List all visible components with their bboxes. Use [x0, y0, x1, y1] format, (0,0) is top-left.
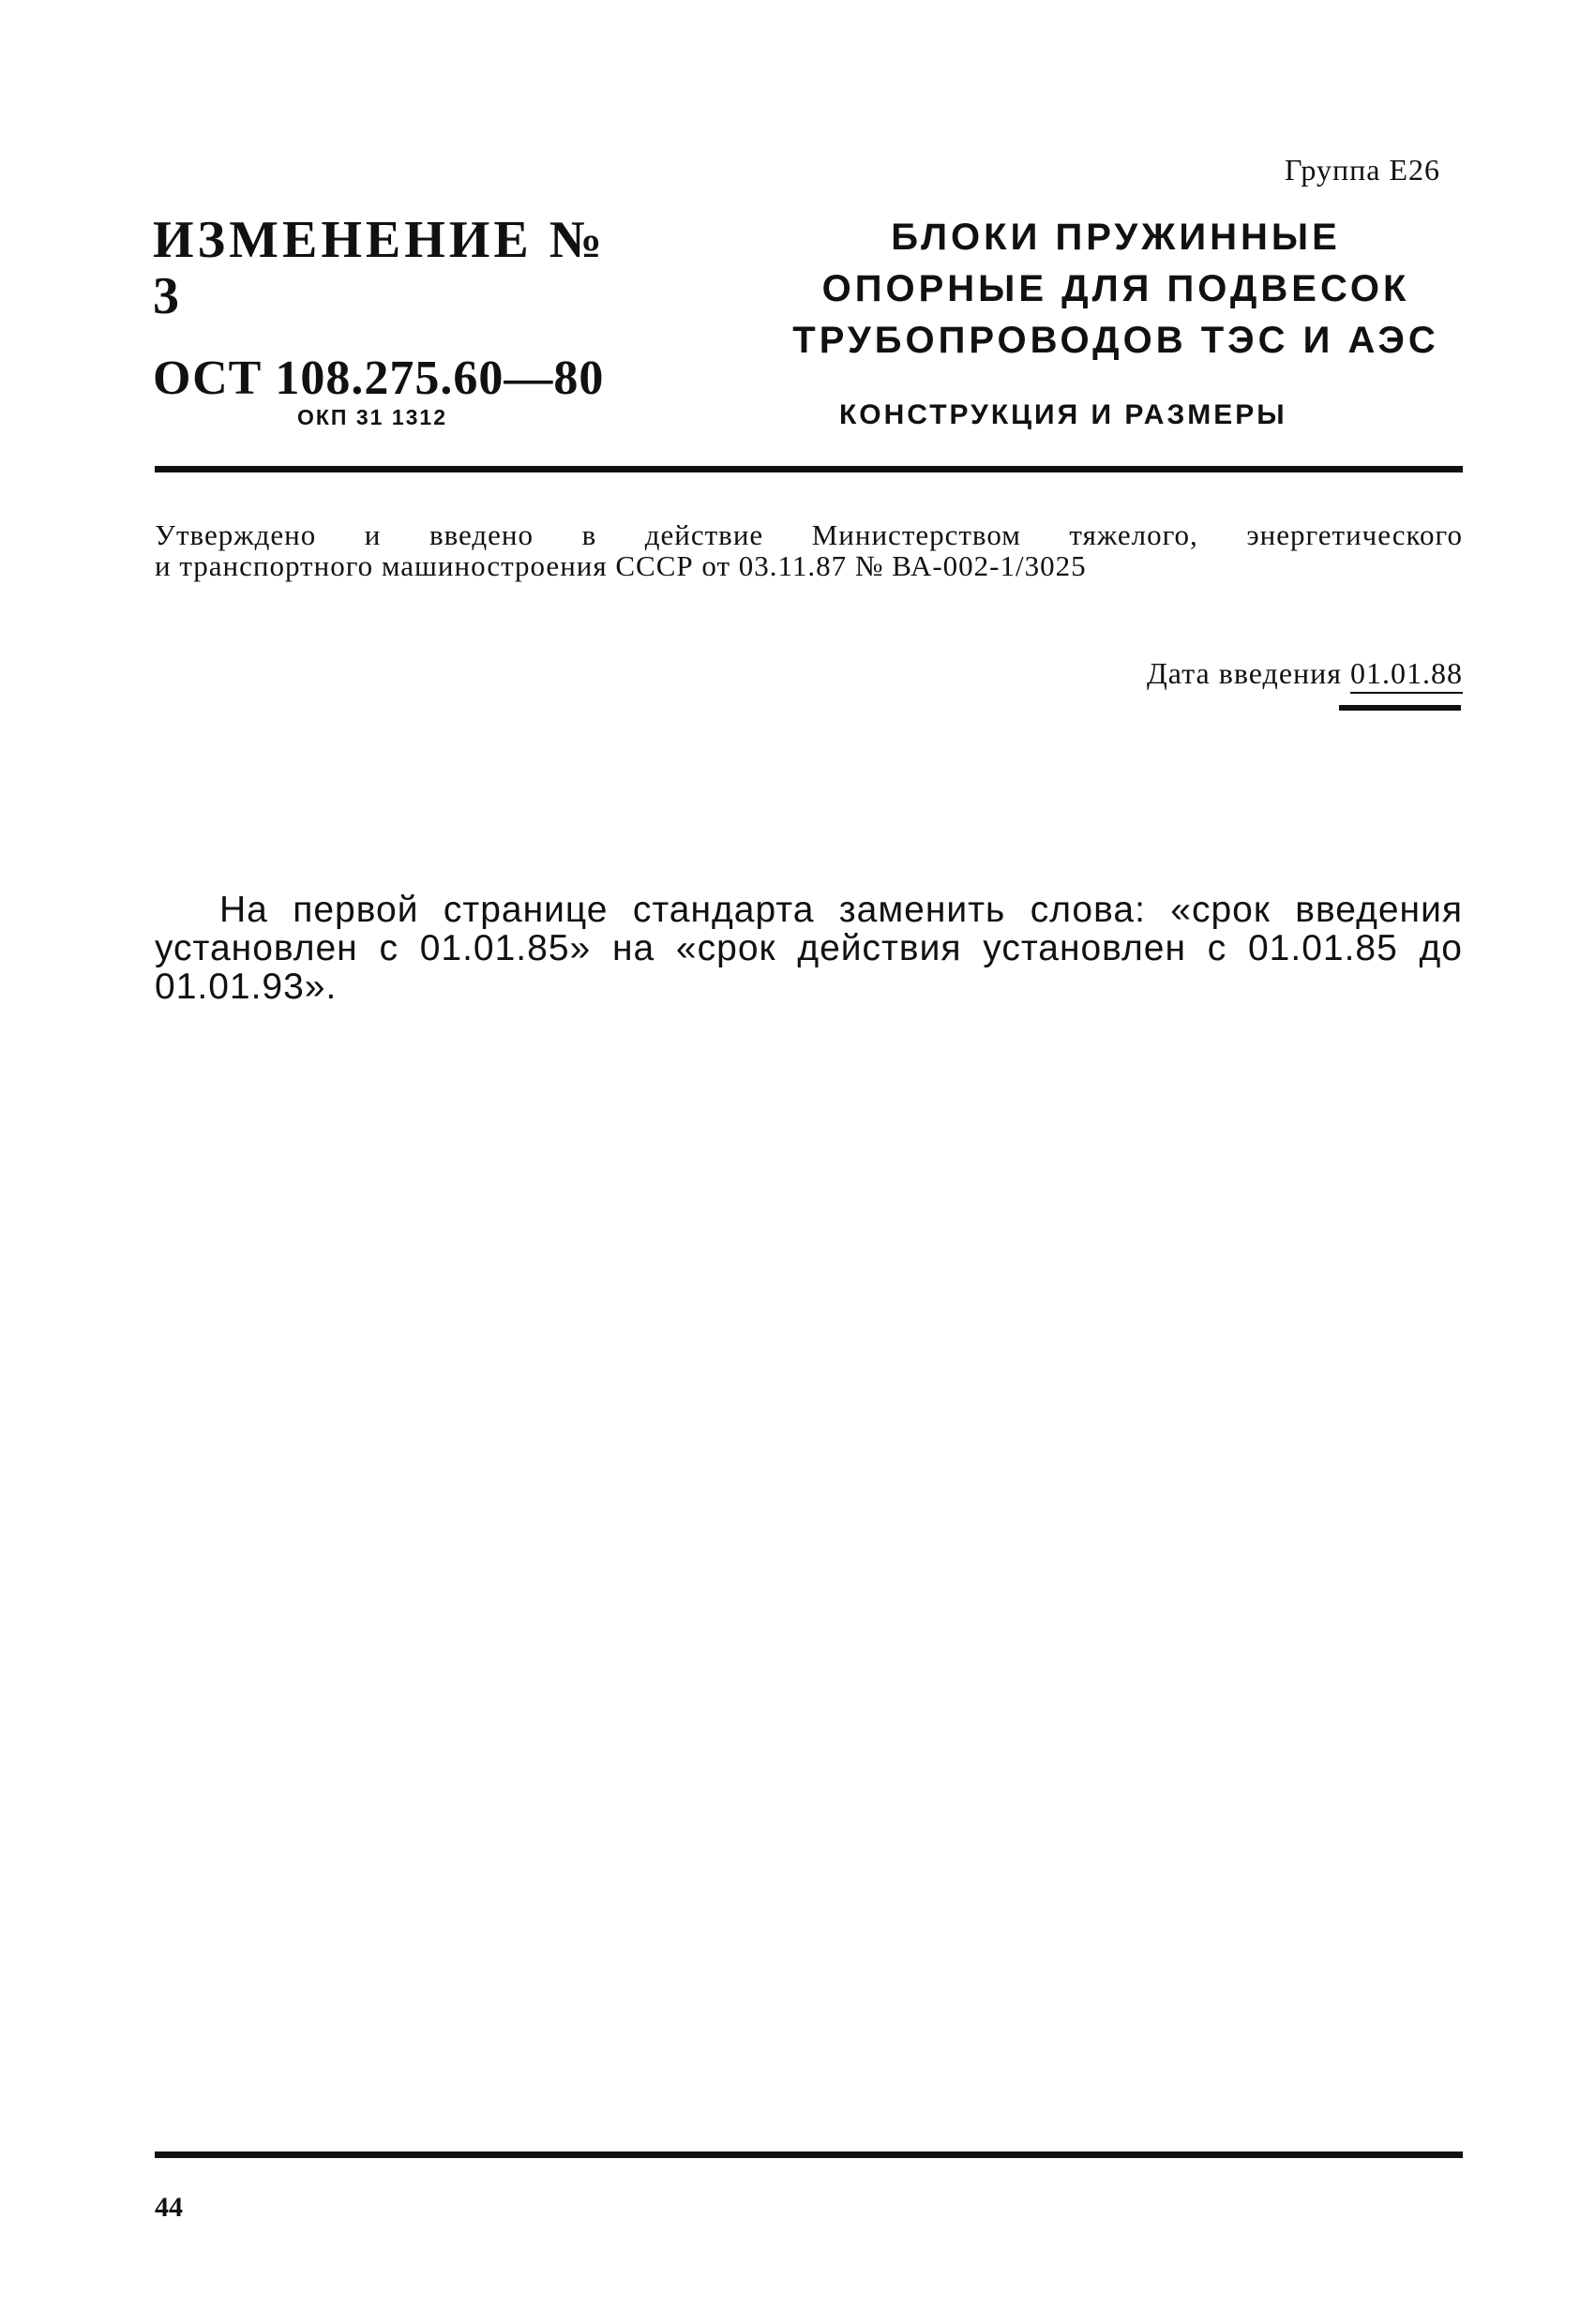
- standard-number: ОСТ 108.275.60—80: [153, 352, 605, 405]
- approval-line-1: Утверждено и введено в действие Министерством тяжелого, энергетического: [155, 518, 1463, 551]
- page-number: 44: [155, 2192, 183, 2223]
- change-text-line: На первой странице стандарта заменить слова: «срок введения: [219, 890, 1463, 930]
- group-label: Группа Е26: [1284, 153, 1440, 187]
- document-title-line: БЛОКИ ПРУЖИННЫЕ: [891, 217, 1341, 258]
- introduction-date-value: 01.01.88: [1350, 656, 1463, 694]
- header-divider: [155, 466, 1463, 472]
- document-title-line: ТРУБОПРОВОДОВ ТЭС И АЭС: [792, 320, 1439, 361]
- date-underline: [1339, 705, 1461, 711]
- approval-line-2: и транспортного машиностроения СССР от 03.11.87 № ВА-002-1/3025: [155, 549, 1087, 582]
- change-text: [155, 891, 1463, 1006]
- introduction-date: [1147, 656, 1463, 694]
- document-subtitle: КОНСТРУКЦИЯ И РАЗМЕРЫ: [839, 399, 1287, 430]
- change-title: ИЗМЕНЕНИЕ № 3: [153, 211, 606, 325]
- footer-divider: [155, 2152, 1463, 2158]
- okp-code: ОКП 31 1312: [297, 405, 447, 429]
- document-title: [769, 212, 1463, 367]
- document-title-line: ОПОРНЫЕ ДЛЯ ПОДВЕСОК: [821, 268, 1410, 309]
- change-text-line: установлен с 01.01.85» на «срок действия установлен с 01.01.85 до: [155, 928, 1463, 968]
- change-header: [153, 212, 640, 407]
- introduction-date-label: Дата введения: [1146, 656, 1342, 690]
- change-text-line: 01.01.93».: [155, 967, 338, 1007]
